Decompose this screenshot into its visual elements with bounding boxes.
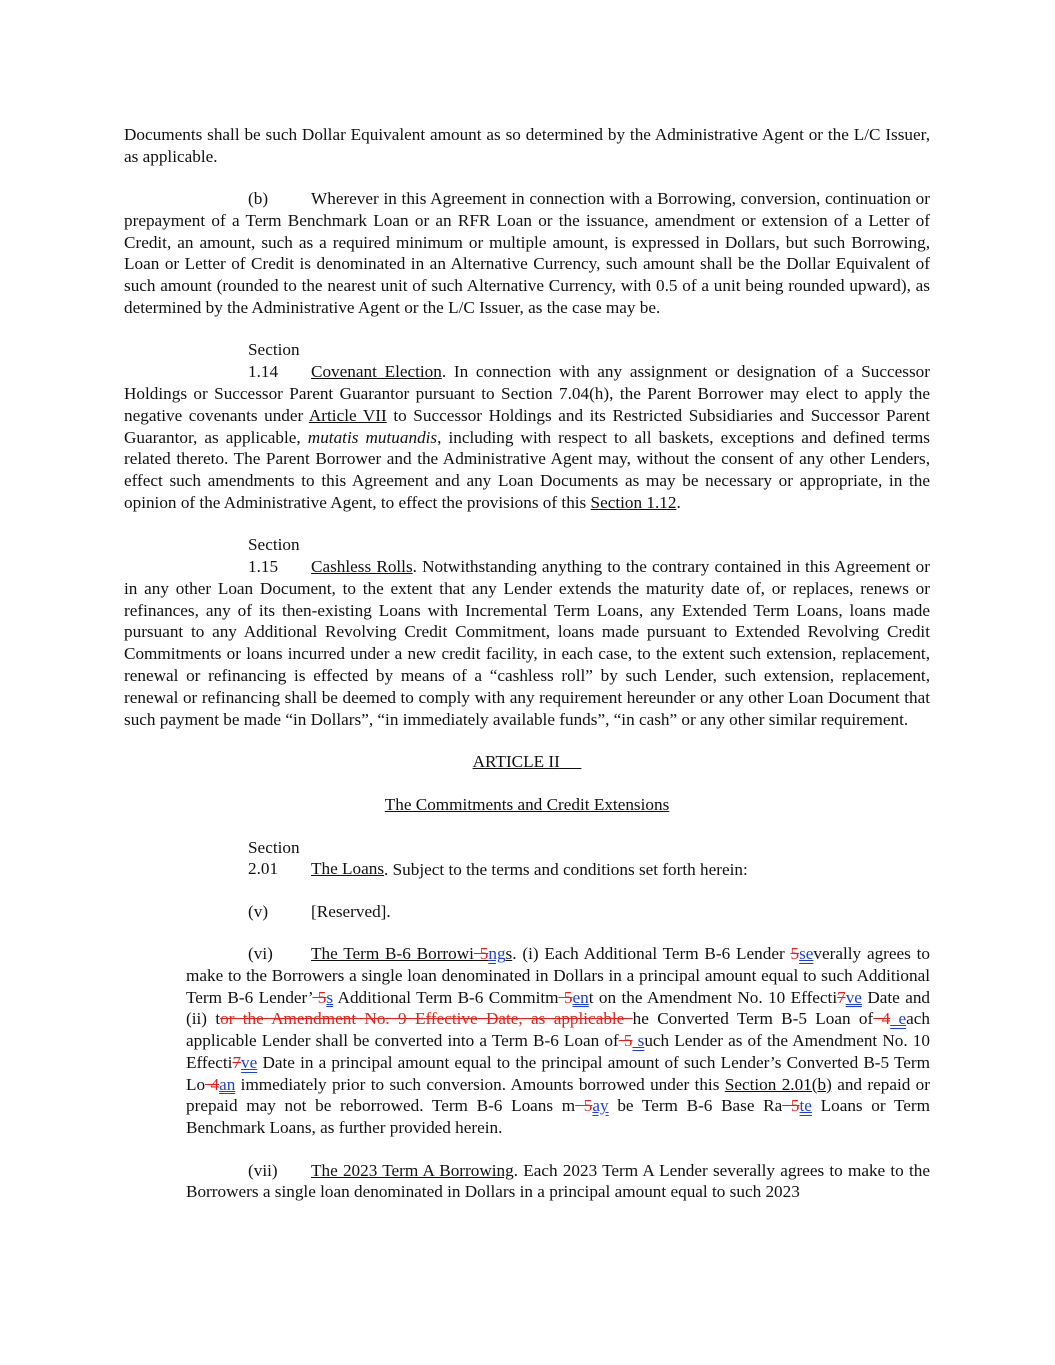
section-heading xyxy=(248,340,442,382)
cross-reference: Article VII xyxy=(308,405,387,425)
section-title: Covenant Election xyxy=(311,362,442,382)
clause-text: Loans or Term Benchmark Loans, as further provided herein. xyxy=(186,1096,931,1138)
clause-v xyxy=(124,901,930,923)
clause-label: (vi) xyxy=(248,943,273,963)
deleted-text: 7 xyxy=(837,987,846,1007)
clause-text: . Each 2023 Term A Lender severally agrees to make to the Borrowers a single loan denominated in Dollars in a principal amount equal to such 2023 xyxy=(186,1160,930,1202)
inserted-text: s xyxy=(326,987,334,1007)
section-number: Section 2.01 xyxy=(248,837,300,879)
clause-text: and repaid or prepaid may not be reborrowed. Term B-6 Loans m xyxy=(186,1074,931,1116)
clause-text: Additional Term B-6 Commitm xyxy=(333,987,559,1007)
clause-text: . (i) Each Additional Term B-6 Lender xyxy=(512,943,791,963)
title-text: s xyxy=(505,943,513,963)
clause-text: Wherever in this Agreement in connection with a Borrowing, conversion, continuation or prepayment of a Term Benchmark Loan or an RFR Loan or the issuance, amendment or extension of a Letter of Credit, an amount, such as a required minimum or multiple amount, is expressed in Dollars, but such Borrowing, Loan or Letter of Credit is denominated in an Alternative Currency, such amount shall be the Dollar Equivalent of such amount (rounded to the nearest unit of such Alternative Currency, with 0.5 of a unit being rounded upward), as determined by the Administrative Agent or the L/C Issuer, as the case may be. xyxy=(124,189,930,318)
clause-text: verally agrees to make to the Borrowers a single loan denominated in Dollars in a principal amount equal to such Additional Term B-6 Lender’ xyxy=(186,943,931,1007)
inserted-text: en xyxy=(572,987,589,1007)
italic-phrase: mutatis mutuandis xyxy=(307,427,438,447)
inserted-text: ay xyxy=(592,1096,609,1116)
article-title: The Commitments and Credit Extensions xyxy=(384,794,670,814)
clause-text: he Converted Term B-5 Loan of xyxy=(632,1009,874,1029)
deleted-text: 5 xyxy=(575,1096,593,1116)
section-number: Section 1.14 xyxy=(248,340,300,382)
section-text: . In connection with any assignment or designation of a Successor Holdings or Successor Parent Guarantor pursuant to Section 7.04(h), the Parent Borrower may elect to apply the negative covenants under xyxy=(124,362,930,425)
clause-label: (b) xyxy=(248,189,269,209)
inserted-text: e xyxy=(890,1009,907,1029)
section-1-14 xyxy=(124,339,930,513)
section-title: The Loans xyxy=(311,859,385,879)
cross-reference: Section 1.12 xyxy=(590,492,677,512)
section-heading xyxy=(248,535,413,577)
section-text: to Successor Holdings and its Restricted Subsidiaries and Successor Parent Guarantor, as applicable, xyxy=(124,405,930,447)
clause-title xyxy=(311,944,512,963)
deleted-text: 4 xyxy=(205,1074,220,1094)
inserted-text: an xyxy=(219,1074,236,1094)
section-text: . xyxy=(676,492,681,512)
paragraph-b xyxy=(124,188,930,319)
section-2-01 xyxy=(124,837,930,881)
section-1-15 xyxy=(124,534,930,730)
clause-vi xyxy=(186,943,930,1139)
article-number: ARTICLE II xyxy=(472,751,560,771)
inserted-text: s xyxy=(632,1031,645,1051)
clause-label: (vii) xyxy=(248,1160,278,1180)
deleted-text: 7 xyxy=(232,1052,242,1072)
section-title: Cashless Rolls xyxy=(311,557,413,577)
cross-reference: Section 2.01(b) xyxy=(724,1074,832,1094)
document-page xyxy=(124,124,930,1224)
deleted-text: 5 xyxy=(790,943,800,963)
clause-text: immediately prior to such conversion. Amounts borrowed under this xyxy=(235,1074,725,1094)
deleted-text: 5 xyxy=(782,1096,800,1116)
section-number: Section 1.15 xyxy=(248,535,300,577)
deleted-text: 5 xyxy=(473,943,489,963)
clause-text: ach applicable Lender shall be converted into a Term B-6 Loan of xyxy=(186,1009,931,1051)
inserted-text: ve xyxy=(241,1052,258,1072)
article-subtitle xyxy=(124,794,930,816)
clause-title: The 2023 Term A Borrowing xyxy=(311,1160,514,1180)
clause-text: [Reserved]. xyxy=(311,901,391,921)
inserted-text: ng xyxy=(488,943,506,963)
paragraph-continuation: Documents shall be such Dollar Equivalent amount as so determined by the Administrative Agent or the L/C Issuer, as applicable. xyxy=(124,125,930,166)
section-text: , including with respect to all baskets, exceptions and defined terms related thereto. The Parent Borrower and the Administrative Agent may, without the consent of any other Lenders, effect such amendments to this Agreement and any Loan Documents as may be necessary or appropriate, in the opinion of the Administrative Agent, to effect the provisions of this xyxy=(124,427,930,512)
deleted-text: or the Amendment No. 9 Effective Date, as applicable xyxy=(220,1009,633,1029)
section-text: . Subject to the terms and conditions set forth herein: xyxy=(384,859,748,879)
article-heading xyxy=(124,751,930,773)
clause-vii xyxy=(186,1160,930,1204)
clause-text: t on the Amendment No. 10 Effecti xyxy=(588,987,838,1007)
deleted-text: 5 xyxy=(312,987,327,1007)
clause-label: (v) xyxy=(248,901,269,921)
clause-text: Date in a principal amount equal to the principal amount of such Lender’s Converted B-5 Term Lo xyxy=(186,1052,930,1094)
title-text: The Term B-6 Borrowi xyxy=(311,943,474,963)
inserted-text: se xyxy=(799,943,814,963)
section-heading xyxy=(248,837,385,879)
inserted-text: te xyxy=(799,1096,812,1116)
clause-text: be Term B-6 Base Ra xyxy=(608,1096,783,1116)
deleted-text: 5 xyxy=(558,987,573,1007)
clause-text: Date and (ii) t xyxy=(186,987,931,1029)
article-heading-tab xyxy=(560,752,581,771)
deleted-text: 4 xyxy=(873,1009,891,1029)
clause-text: uch Lender as of the Amendment No. 10 Effecti xyxy=(186,1031,930,1072)
deleted-text: 5 xyxy=(618,1031,633,1051)
inserted-text: ve xyxy=(845,987,862,1007)
section-text: . Notwithstanding anything to the contrary contained in this Agreement or in any other Loan Document, to the extent that any Lender extends the maturity date of, or replaces, renews or refinances, any of its then-existing Loans with Incremental Term Loans, any Extended Term Loans, loans made pursuant to any Additional Revolving Credit Commitment, loans made pursuant to Extended Revolving Credit Commitments or loans incurred under a new credit facility, in each case, to the extent such extension, replacement, renewal or refinancing is effected by means of a “cashless roll” by such Lender, such extension, replacement, renewal or refinancing shall be deemed to comply with any requirement hereunder or any other Loan Document that such payment be made “in Dollars”, “in immediately available funds”, “in cash” or any other similar requirement. xyxy=(124,557,931,729)
